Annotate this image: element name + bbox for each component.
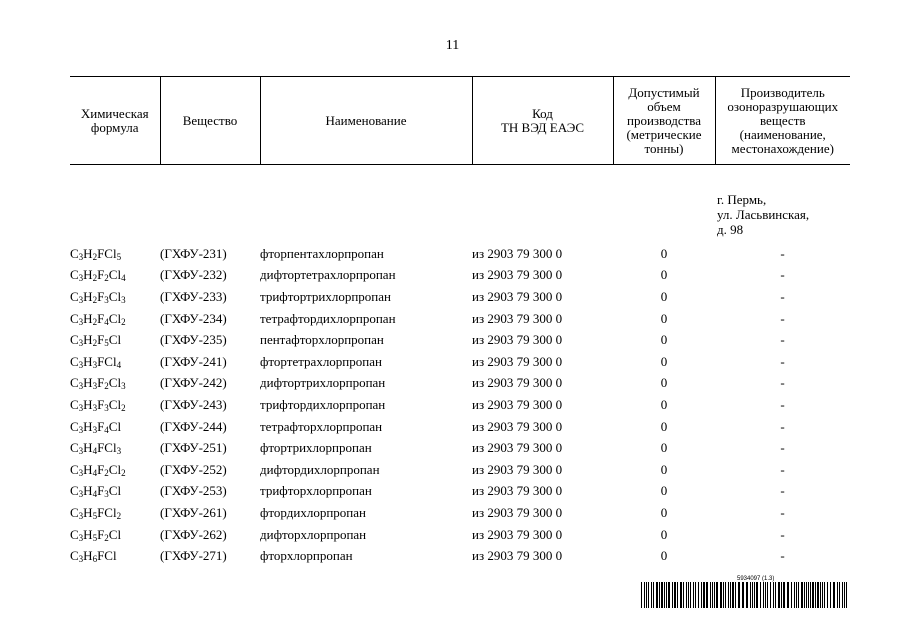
table-row (70, 545, 850, 567)
cell-substance: (ГХФУ-231) (160, 245, 227, 261)
address-continuation-row (70, 165, 850, 244)
cell-substance: (ГХФУ-243) (160, 396, 227, 412)
cell-volume: 0 (660, 288, 668, 304)
cell-formula: $C_3H_4FCl_3$ (70, 440, 122, 457)
cell-code: из 2903 79 300 0 (472, 483, 563, 499)
cell-name: пентафторхлорпропан (260, 332, 384, 348)
barcode-block (641, 576, 851, 608)
cell-name: фторхлорпропан (260, 548, 353, 564)
cell-volume: 0 (660, 418, 668, 434)
cell-code: из 2903 79 300 0 (472, 461, 563, 477)
cell-substance: (ГХФУ-251) (160, 440, 227, 456)
cell-formula: $C_3H_2F_3Cl_3$ (70, 288, 126, 305)
barcode-image (641, 582, 851, 608)
cell-formula: $C_3H_6FCl$ (70, 548, 117, 565)
cell-formula: $C_3H_4F_2Cl_2$ (70, 461, 126, 478)
cell-formula: $C_3H_2F_2Cl_4$ (70, 267, 126, 284)
cell-producer: - (780, 483, 785, 499)
cell-code: из 2903 79 300 0 (472, 288, 563, 304)
cell-code: из 2903 79 300 0 (472, 245, 563, 261)
cell-producer: - (780, 461, 785, 477)
cell-producer: - (780, 375, 785, 391)
cell-formula: $C_3H_2F_4Cl_2$ (70, 310, 126, 327)
table-row (70, 286, 850, 308)
cell-substance: (ГХФУ-253) (160, 483, 227, 499)
cell-formula: $C_3H_2FCl_5$ (70, 245, 122, 262)
cell-formula: $C_3H_2F_5Cl$ (70, 332, 122, 349)
cell-producer: - (780, 245, 785, 261)
cell-producer: - (780, 440, 785, 456)
cell-name: тетрафторхлорпропан (260, 418, 383, 434)
table-row (70, 481, 850, 503)
cell-formula: $C_3H_4F_3Cl$ (70, 483, 122, 500)
cell-producer: - (780, 310, 785, 326)
cell-name: трифтордихлорпропан (260, 396, 386, 412)
cell-volume: 0 (660, 526, 668, 542)
cell-substance: (ГХФУ-232) (160, 267, 227, 283)
cell-name: трифтортрихлорпропан (260, 288, 391, 304)
cell-code: из 2903 79 300 0 (472, 310, 563, 326)
cell-volume: 0 (660, 353, 668, 369)
cell-producer: - (780, 526, 785, 542)
cell-name: дифтортрихлорпропан (260, 375, 386, 391)
table-row (70, 459, 850, 481)
cell-formula: $C_3H_3F_4Cl$ (70, 418, 122, 435)
cell-code: из 2903 79 300 0 (472, 418, 563, 434)
cell-volume: 0 (660, 267, 668, 283)
cell-substance: (ГХФУ-252) (160, 461, 227, 477)
cell-code: из 2903 79 300 0 (472, 375, 563, 391)
cell-substance: (ГХФУ-244) (160, 418, 227, 434)
cell-substance: (ГХФУ-271) (160, 548, 227, 564)
producer-address: г. Пермь, ул. Ласьвинская, д. 98 (717, 192, 810, 237)
cell-name: фтордихлорпропан (260, 504, 366, 520)
table-row (70, 524, 850, 546)
table-row (70, 243, 850, 265)
cell-name: тетрафтордихлорпропан (260, 310, 396, 326)
cell-formula: $C_3H_3FCl_4$ (70, 353, 122, 370)
cell-volume: 0 (660, 332, 668, 348)
cell-substance: (ГХФУ-261) (160, 504, 227, 520)
cell-code: из 2903 79 300 0 (472, 504, 563, 520)
cell-producer: - (780, 418, 785, 434)
cell-formula: $C_3H_3F_3Cl_2$ (70, 396, 126, 413)
header-producer: Производитель озоноразрушающих веществ (наименование, местонахождение) (715, 77, 850, 165)
cell-volume: 0 (660, 504, 668, 520)
table-row (70, 373, 850, 395)
cell-name: трифторхлорпропан (260, 483, 372, 499)
cell-name: фторпентахлорпропан (260, 245, 384, 261)
table-row (70, 329, 850, 351)
cell-producer: - (780, 353, 785, 369)
table-row (70, 502, 850, 524)
cell-formula: $C_3H_5FCl_2$ (70, 504, 122, 521)
cell-volume: 0 (660, 375, 668, 391)
table-body (70, 165, 850, 567)
table-row (70, 265, 850, 287)
cell-name: фтортетрахлорпропан (260, 353, 382, 369)
cell-producer: - (780, 288, 785, 304)
cell-substance: (ГХФУ-262) (160, 526, 227, 542)
cell-substance: (ГХФУ-241) (160, 353, 227, 369)
cell-producer: - (780, 396, 785, 412)
table-row (70, 394, 850, 416)
cell-volume: 0 (660, 548, 668, 564)
cell-name: дифтордихлорпропан (260, 461, 380, 477)
cell-name: фтортрихлорпропан (260, 440, 372, 456)
table-row (70, 351, 850, 373)
cell-substance: (ГХФУ-233) (160, 288, 227, 304)
header-code: Код ТН ВЭД ЕАЭС (472, 77, 613, 165)
cell-producer: - (780, 267, 785, 283)
cell-code: из 2903 79 300 0 (472, 440, 563, 456)
cell-formula: $C_3H_5F_2Cl$ (70, 526, 122, 543)
cell-volume: 0 (660, 483, 668, 499)
header-substance: Вещество (160, 77, 260, 165)
barcode-caption: 5934097 (1.3) (737, 576, 775, 582)
table-row (70, 416, 850, 438)
header-name: Наименование (260, 77, 472, 165)
header-volume: Допустимый объем производства (метрические тонны) (613, 77, 715, 165)
cell-producer: - (780, 548, 785, 564)
cell-code: из 2903 79 300 0 (472, 353, 563, 369)
cell-substance: (ГХФУ-242) (160, 375, 227, 391)
cell-code: из 2903 79 300 0 (472, 548, 563, 564)
cell-volume: 0 (660, 245, 668, 261)
cell-code: из 2903 79 300 0 (472, 332, 563, 348)
cell-name: дифтортетрахлорпропан (260, 267, 396, 283)
cell-code: из 2903 79 300 0 (472, 267, 563, 283)
table-row (70, 437, 850, 459)
cell-volume: 0 (660, 310, 668, 326)
cell-substance: (ГХФУ-235) (160, 332, 227, 348)
substances-table (70, 76, 850, 567)
cell-producer: - (780, 504, 785, 520)
cell-code: из 2903 79 300 0 (472, 526, 563, 542)
cell-producer: - (780, 332, 785, 348)
cell-volume: 0 (660, 461, 668, 477)
cell-code: из 2903 79 300 0 (472, 396, 563, 412)
cell-name: дифторхлорпропан (260, 526, 367, 542)
cell-formula: $C_3H_3F_2Cl_3$ (70, 375, 126, 392)
cell-volume: 0 (660, 440, 668, 456)
page-number: 11 (445, 38, 460, 53)
cell-volume: 0 (660, 396, 668, 412)
header-formula: Химическая формула (70, 77, 160, 165)
cell-substance: (ГХФУ-234) (160, 310, 227, 326)
table-header (70, 77, 850, 165)
table-row (70, 308, 850, 330)
